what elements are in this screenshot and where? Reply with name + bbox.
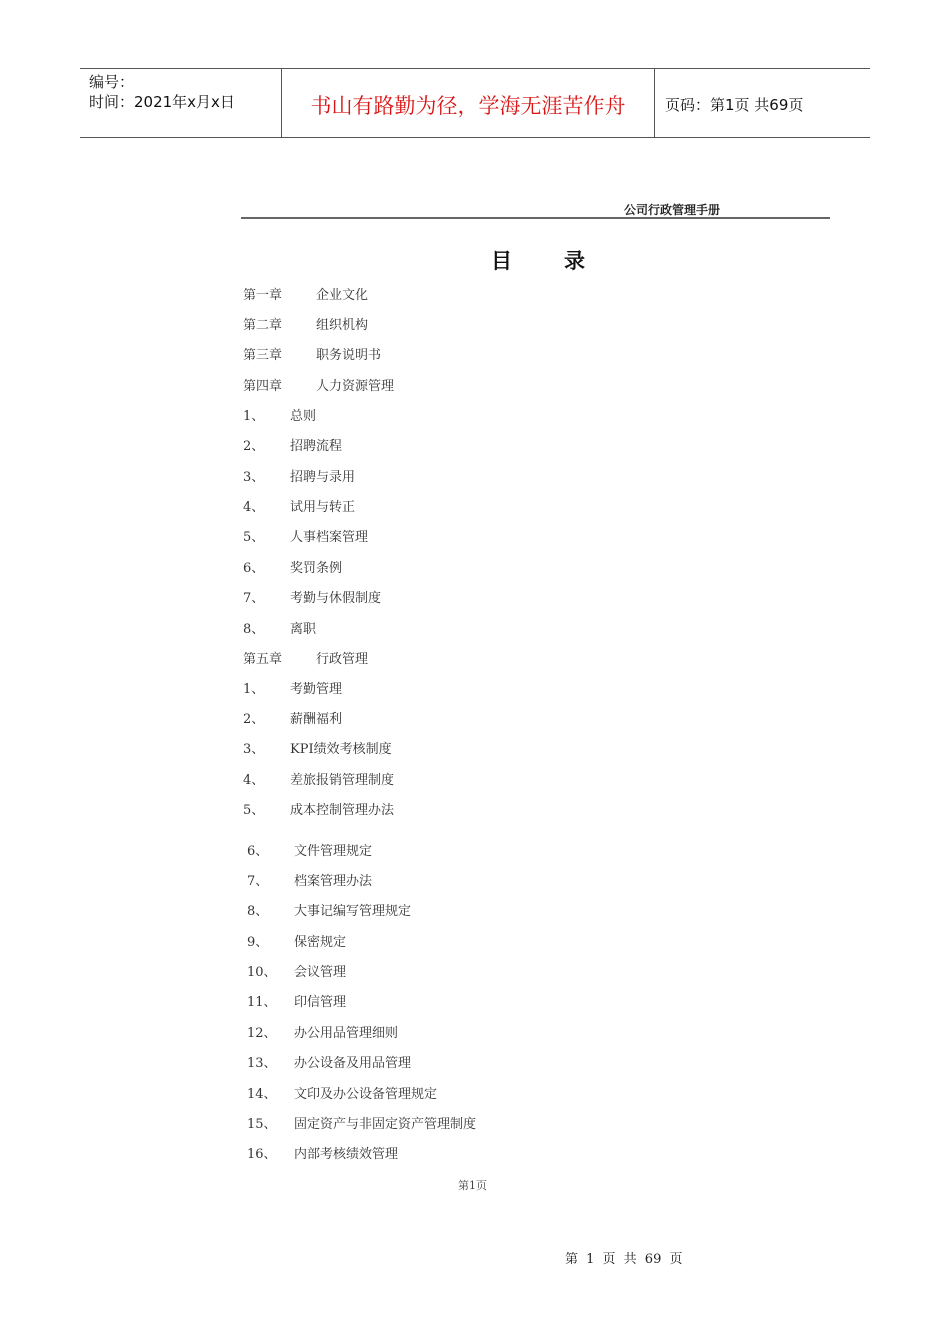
toc-entry-number: 2、 [243, 712, 265, 727]
toc-entry-number: 第三章 [243, 348, 283, 363]
toc-entry-title: 办公用品管理细则 [294, 1026, 399, 1041]
toc-entry-number: 8、 [243, 622, 265, 637]
toc-entry-title: 总则 [290, 409, 317, 424]
toc-entry-title: 试用与转正 [290, 500, 356, 515]
toc-entry-number: 5、 [243, 803, 265, 818]
toc-entry-title: 成本控制管理办法 [290, 803, 395, 818]
toc-entry-number: 12、 [247, 1026, 277, 1041]
toc-entry-number: 7、 [247, 874, 269, 889]
toc-entry-number: 第四章 [243, 379, 283, 394]
toc-entry-title: 内部考核绩效管理 [294, 1147, 399, 1162]
toc-entry-title: 档案管理办法 [294, 874, 373, 889]
toc-entry-number: 3、 [243, 470, 265, 485]
toc-entry-number: 5、 [243, 530, 265, 545]
toc-entry-number: 6、 [247, 844, 269, 859]
toc-entry-title: 大事记编写管理规定 [294, 904, 412, 919]
running-title-rule [241, 217, 830, 219]
document-number-label: 编号： [89, 73, 135, 91]
header-middle-cell [282, 69, 655, 137]
toc-entry-title: 考勤与休假制度 [290, 591, 382, 606]
toc-entry-title: 组织机构 [316, 318, 369, 333]
toc-entry-number: 1、 [243, 682, 265, 697]
toc-entry-number: 9、 [247, 935, 269, 950]
toc-entry-number: 4、 [243, 773, 265, 788]
toc-entry-number: 1、 [243, 409, 265, 424]
toc-entry-title: 考勤管理 [290, 682, 343, 697]
toc-entry-number: 16、 [247, 1147, 277, 1162]
toc-entry-title: 离职 [290, 622, 317, 637]
toc-entry-number: 4、 [243, 500, 265, 515]
toc-entry-number: 第二章 [243, 318, 283, 333]
toc-entry-title: 职务说明书 [316, 348, 382, 363]
toc-entry-number: 11、 [247, 995, 277, 1010]
header-page-info: 页码：第1页 共69页 [665, 96, 804, 114]
toc-entry-number: 13、 [247, 1056, 277, 1071]
toc-entry-title: KPI绩效考核制度 [290, 742, 392, 757]
toc-entry-title: 薪酬福利 [290, 712, 343, 727]
toc-entry-title: 会议管理 [294, 965, 347, 980]
toc-entry-title: 印信管理 [294, 995, 347, 1010]
toc-entry-title: 企业文化 [316, 288, 369, 303]
toc-entry-title: 文件管理规定 [294, 844, 373, 859]
toc-entry-number: 15、 [247, 1117, 277, 1132]
toc-entry-title: 办公设备及用品管理 [294, 1056, 412, 1071]
toc-entry-title: 人力资源管理 [316, 379, 395, 394]
toc-entry-number: 2、 [243, 439, 265, 454]
running-title: 公司行政管理手册 [624, 203, 721, 217]
header-table [80, 68, 870, 138]
inner-page-footer: 第1页 [458, 1179, 487, 1192]
toc-entry-number: 8、 [247, 904, 269, 919]
toc-entry-number: 第一章 [243, 288, 283, 303]
toc-entry-title: 行政管理 [316, 652, 369, 667]
outer-page-footer: 第 1 页 共 69 页 [565, 1252, 683, 1267]
toc-entry-title: 招聘流程 [290, 439, 343, 454]
toc-entry-number: 14、 [247, 1087, 277, 1102]
toc-entry-number: 10、 [247, 965, 277, 980]
toc-entry-title: 固定资产与非固定资产管理制度 [294, 1117, 477, 1132]
toc-entry-number: 7、 [243, 591, 265, 606]
toc-entry-title: 人事档案管理 [290, 530, 369, 545]
toc-entry-title: 文印及办公设备管理规定 [294, 1087, 438, 1102]
document-time-label: 时间：2021年x月x日 [89, 93, 235, 111]
toc-entry-title: 保密规定 [294, 935, 347, 950]
toc-entry-title: 差旅报销管理制度 [290, 773, 395, 788]
toc-entry-title: 奖罚条例 [290, 561, 343, 576]
toc-entry-number: 6、 [243, 561, 265, 576]
toc-entry-number: 第五章 [243, 652, 283, 667]
header-left-cell [80, 69, 282, 137]
toc-title: 目录 [491, 249, 637, 273]
toc-entry-title: 招聘与录用 [290, 470, 356, 485]
header-right-cell [655, 69, 870, 137]
header-motto: 书山有路勤为径，学海无涯苦作舟 [310, 94, 626, 118]
toc-entry-number: 3、 [243, 742, 265, 757]
